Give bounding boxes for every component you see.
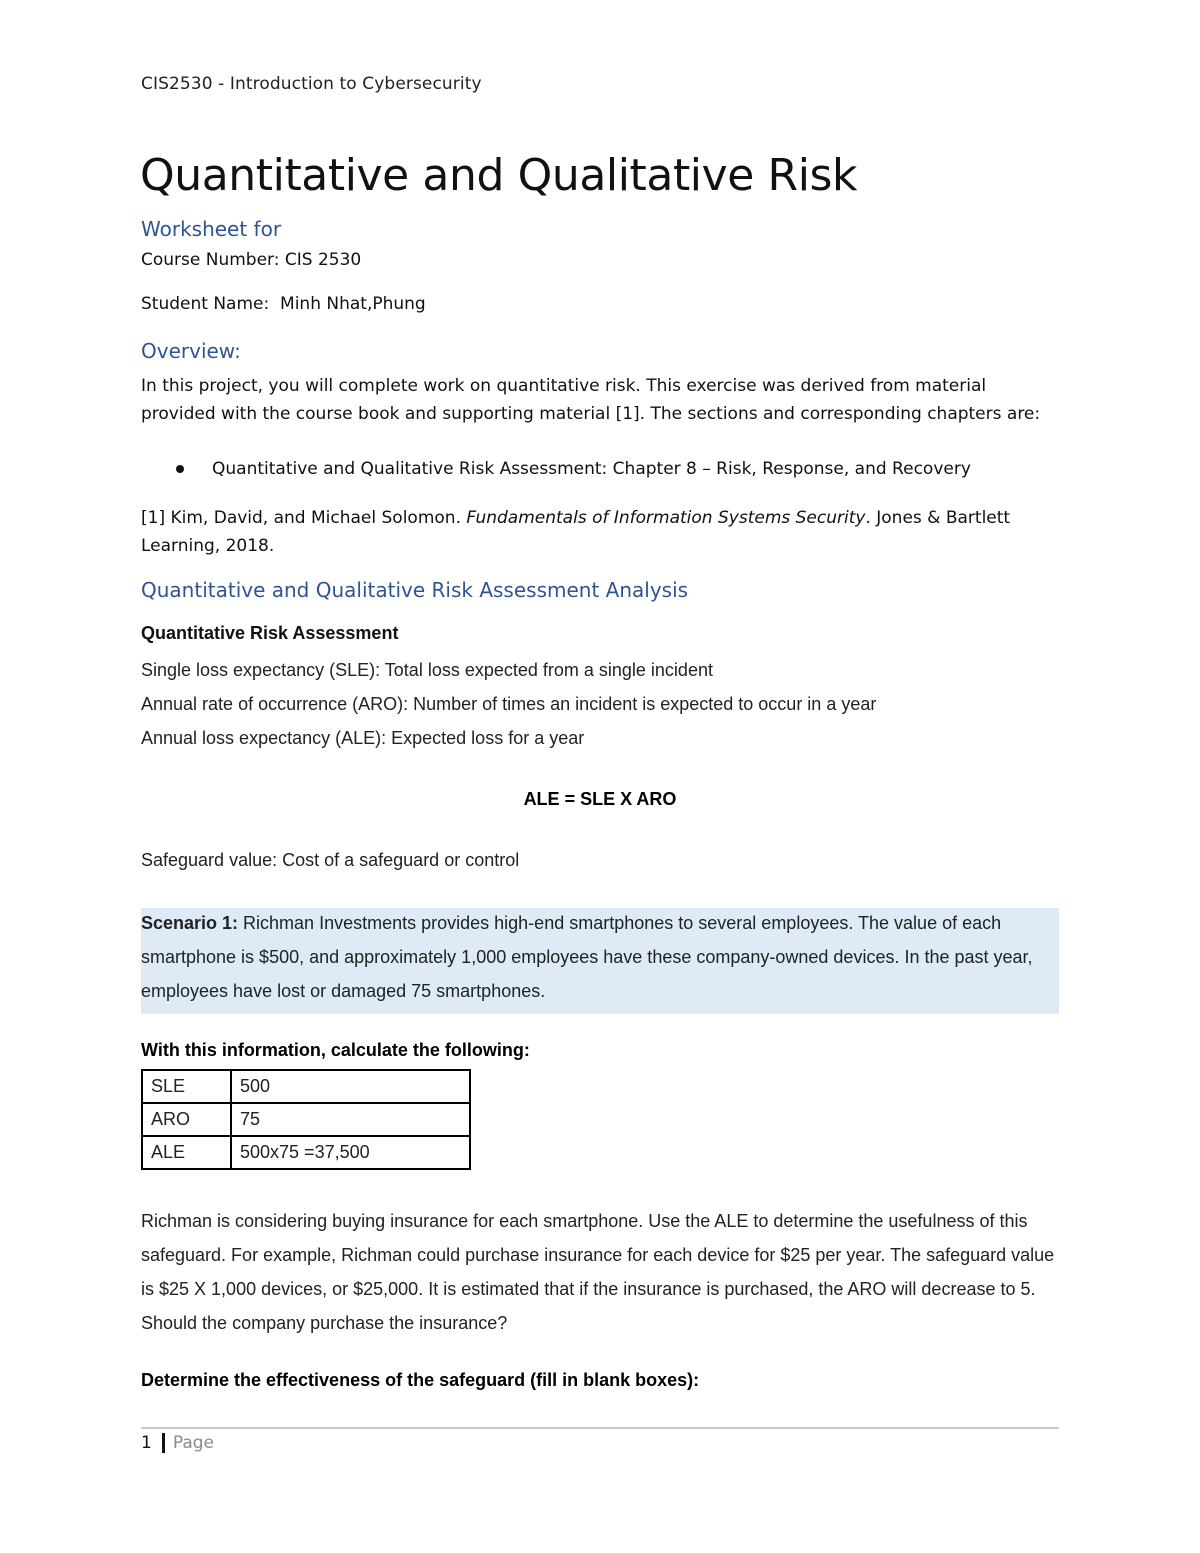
reference-prefix: [1] Kim, David, and Michael Solomon. bbox=[141, 508, 467, 528]
insurance-paragraph: Richman is considering buying insurance for each smartphone. Use the ALE to determine the usefulness of this safeguard. For example, Richman could purchase insurance for each device for $25 per year. The safeguard value is $25 X 1,000 devices, or $25,000. It is estimated that if the insurance is purchased, the ARO will decrease to 5. Should the company purchase the insurance? bbox=[141, 1211, 1055, 1333]
definition-ale: Annual loss expectancy (ALE): Expected loss for a year bbox=[141, 728, 585, 748]
ale-formula: ALE = SLE X ARO bbox=[523, 789, 677, 809]
page-header: CIS2530 - Introduction to Cybersecurity bbox=[141, 74, 482, 94]
scenario-1-text bbox=[141, 906, 1051, 1008]
bullet-icon bbox=[176, 465, 184, 473]
document-title: Quantitative and Qualitative Risk bbox=[140, 150, 858, 201]
student-name-line bbox=[141, 294, 426, 314]
table-cell-key: SLE bbox=[142, 1070, 231, 1103]
reference-book-title: Fundamentals of Information Systems Security bbox=[466, 508, 866, 528]
student-name-value: Minh Nhat,Phung bbox=[280, 294, 426, 314]
definition-sle: Single loss expectancy (SLE): Total loss expected from a single incident bbox=[141, 660, 713, 680]
chapter-bullet-text: Quantitative and Qualitative Risk Assessment: Chapter 8 – Risk, Response, and Recovery bbox=[212, 459, 971, 479]
overview-paragraph: In this project, you will complete work on quantitative risk. This exercise was derived from material provided with the course book and supporting material [1]. The sections and corresponding chapters are: bbox=[141, 376, 1041, 424]
footer-divider bbox=[141, 1427, 1059, 1429]
table-row bbox=[142, 1070, 470, 1103]
student-name-label: Student Name: bbox=[141, 294, 270, 314]
document-subtitle: Worksheet for bbox=[141, 217, 282, 241]
table-cell-key: ALE bbox=[142, 1136, 231, 1169]
page-number: 1 bbox=[141, 1433, 152, 1453]
table-cell-key: ARO bbox=[142, 1103, 231, 1136]
footer-separator bbox=[162, 1433, 165, 1453]
table-row bbox=[142, 1136, 470, 1169]
definition-aro: Annual rate of occurrence (ARO): Number of times an incident is expected to occur in a year bbox=[141, 694, 877, 714]
table-cell-value[interactable]: 75 bbox=[231, 1103, 470, 1136]
course-number-value: CIS 2530 bbox=[284, 250, 362, 270]
reference-citation bbox=[141, 504, 1051, 560]
table-cell-value[interactable]: 500x75 =37,500 bbox=[231, 1136, 470, 1169]
calculation-table bbox=[141, 1069, 471, 1170]
safeguard-definition: Safeguard value: Cost of a safeguard or control bbox=[141, 850, 520, 870]
scenario-1-body: Richman Investments provides high-end smartphones to several employees. The value of each smartphone is $500, and approximately 1,000 employees have these company-owned devices. In the past year, employees have lost or damaged 75 smartphones. bbox=[141, 913, 1033, 1001]
scenario-1-label: Scenario 1: bbox=[141, 913, 239, 933]
table-row bbox=[142, 1103, 470, 1136]
chapter-bullet bbox=[176, 459, 971, 479]
quantitative-subheading: Quantitative Risk Assessment bbox=[141, 623, 399, 643]
calculation-heading: With this information, calculate the following: bbox=[141, 1040, 530, 1060]
course-number-label: Course Number: bbox=[141, 250, 280, 270]
course-number-line bbox=[141, 250, 361, 270]
determine-heading: Determine the effectiveness of the safeguard (fill in blank boxes): bbox=[141, 1370, 700, 1390]
page-footer bbox=[141, 1433, 214, 1453]
overview-heading: Overview: bbox=[141, 339, 241, 363]
reference-suffix: . Jones & Bartlett Learning, 2018. bbox=[141, 508, 1011, 556]
analysis-heading: Quantitative and Qualitative Risk Assessment Analysis bbox=[141, 578, 689, 602]
page-label: Page bbox=[172, 1433, 214, 1453]
table-cell-value[interactable]: 500 bbox=[231, 1070, 470, 1103]
